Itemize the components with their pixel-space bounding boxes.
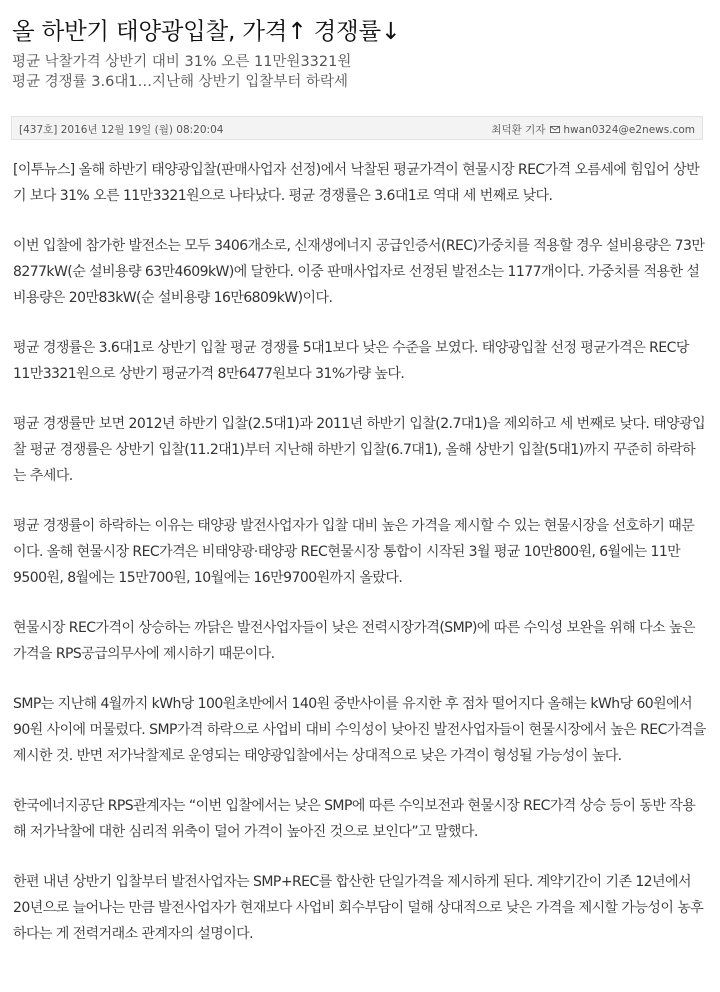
article-paragraph: 평균 경쟁률만 보면 2012년 하반기 입찰(2.5대1)과 2011년 하반기 입찰(2.7대1)을 제외하고 세 번째로 낮다. 태양광입찰 평균 경쟁률은 상반기 입찰(11.2대1)부터 지난해 하반기 입찰(6.7대1), 올해 상반기 입찰(5대1)까지 꾸준히 하락하는 추세다. — [13, 416, 706, 484]
article-paragraph: 한국에너지공단 RPS관계자는 “이번 입찰에서는 낮은 SMP에 따른 수익보전과 현물시장 REC가격 상승 등이 동반 작용해 저가낙찰에 대한 심리적 위축이 덜어 가격이 높아진 것으로 보인다”고 말했다. — [13, 798, 696, 840]
article-subheads — [12, 52, 712, 92]
article-paragraph: 평균 경쟁률은 3.6대1로 상반기 입찰 평균 경쟁률 5대1보다 낮은 수준을 보였다. 태양광입찰 선정 평균가격은 REC당 11만3321원으로 상반기 평균가격 8만6477원보다 31%가량 높다. — [13, 340, 689, 382]
reporter-email-link[interactable]: hwan0324@e2news.com — [563, 123, 695, 136]
article-paragraph: 이번 입찰에 참가한 발전소는 모두 3406개소로, 신재생에너지 공급인증서(REC)가중치를 적용할 경우 설비용량은 73만8277kW(순 설비용량 63만4609kW)에 달한다. 이중 판매사업자로 선정된 발전소는 1177개이다. 가중치를 적용한 설비용량은 20만83kW(순 설비용량 16만6809kW)이다. — [13, 238, 705, 306]
issue-date: [437호] 2016년 12월 19일 (월) 08:20:04 — [19, 124, 224, 136]
article-subhead: 평균 경쟁률 3.6대1…지난해 상반기 입찰부터 하락세 — [12, 74, 348, 90]
envelope-icon — [550, 126, 560, 133]
article-paragraph: [이투뉴스] 올해 하반기 태양광입찰(판매사업자 선정)에서 낙찰된 평균가격이 현물시장 REC가격 오름세에 힘입어 상반기 보다 31% 오른 11만3321원으로 나타났다. 평균 경쟁률은 3.6대1로 역대 세 번째로 낮다. — [13, 162, 700, 204]
byline — [491, 122, 695, 137]
article-meta-bar — [11, 116, 703, 140]
article-headline: 올 하반기 태양광입찰, 가격↑ 경쟁률↓ — [12, 17, 401, 45]
article-paragraph: SMP는 지난해 4월까지 kWh당 100원초반에서 140원 중반사이를 유지한 후 점차 떨어지다 올해는 kWh당 60원에서 90원 사이에 머물렀다. SMP가격 하락으로 사업비 대비 수익성이 낮아진 발전사업자들이 현물시장에서 높은 REC가격을 제시한 것. 반면 저가낙찰제로 운영되는 태양광입찰에서는 상대적으로 낮은 가격이 형성될 가능성이 높다. — [13, 696, 706, 764]
article-paragraph: 현물시장 REC가격이 상승하는 까닭은 발전사업자들이 낮은 전력시장가격(SMP)에 따른 수익성 보완을 위해 다소 높은 가격을 RPS공급의무사에 제시하기 때문이다. — [13, 620, 695, 662]
article-subhead: 평균 낙찰가격 상반기 대비 31% 오른 11만원3321원 — [12, 54, 352, 70]
article-paragraph: 평균 경쟁률이 하락하는 이유는 태양광 발전사업자가 입찰 대비 높은 가격을 제시할 수 있는 현물시장을 선호하기 때문이다. 올해 현물시장 REC가격은 비태양광·태양광 REC현물시장 통합이 시작된 3월 평균 10만800원, 6월에는 11만9500원, 8월에는 15만700원, 10월에는 16만9700원까지 올랐다. — [13, 518, 695, 586]
article-body — [13, 157, 707, 971]
reporter-name: 최덕환 기자 — [491, 124, 546, 136]
article-paragraph: 한편 내년 상반기 입찰부터 발전사업자는 SMP+REC를 합산한 단일가격을 제시하게 된다. 계약기간이 기존 12년에서 20년으로 늘어나는 만큼 발전사업자가 현재보다 사업비 회수부담이 덜해 상대적으로 낮은 가격을 제시할 가능성이 농후하다는 게 전력거래소 관계자의 설명이다. — [13, 874, 704, 942]
